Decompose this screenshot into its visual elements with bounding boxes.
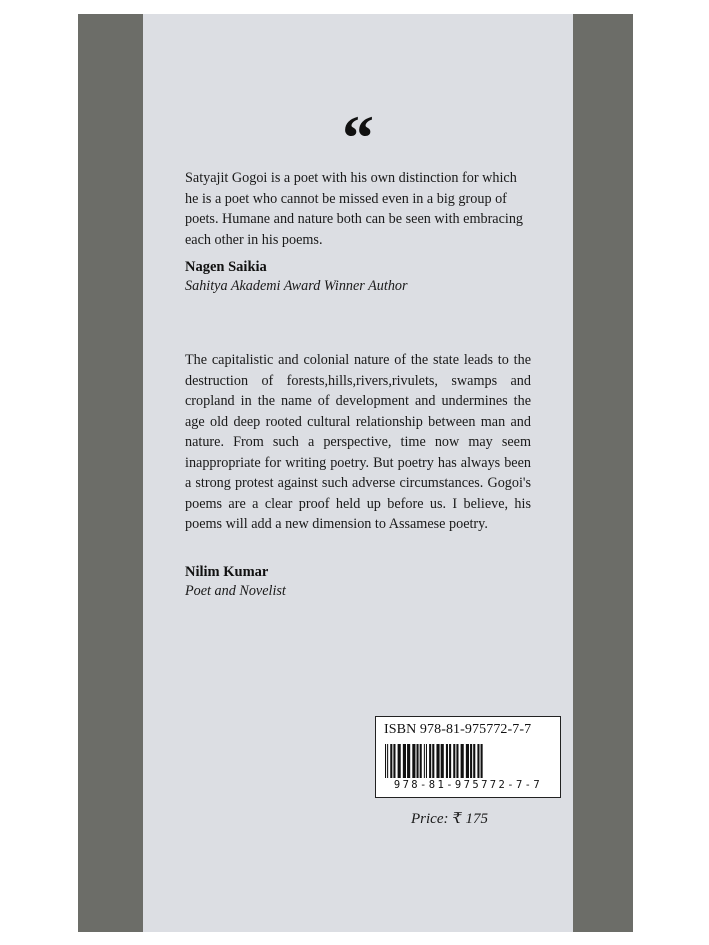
barcode-bar [407, 744, 410, 778]
barcode-bar [385, 744, 386, 778]
barcode-bar [436, 744, 439, 778]
price: Price: ₹ 175 [411, 811, 489, 827]
testimonial-author: Nagen Saikia [185, 259, 267, 275]
barcode-bar [449, 744, 451, 778]
barcode-bar [466, 744, 469, 778]
barcode-bar [393, 744, 395, 778]
barcode [384, 744, 552, 778]
barcode-bar [477, 744, 479, 778]
testimonial-text: Satyajit Gogoi is a poet with his own distinction for which he is a poet who cannot be missed even in a big group of poets. Humane and nature both can be seen with embracing each other in his poems. [185, 170, 524, 248]
isbn-barcode-box [375, 716, 561, 798]
barcode-bar [398, 744, 401, 778]
cover-panel [143, 14, 573, 932]
barcode-bar [403, 744, 406, 778]
isbn-label: ISBN 978-81-975772-7-7 [384, 722, 532, 737]
barcode-bar [387, 744, 388, 778]
barcode-bar [461, 744, 464, 778]
barcode-bar [432, 744, 434, 778]
testimonial-role: Sahitya Akademi Award Winner Author [185, 278, 408, 294]
testimonial-text: The capitalistic and colonial nature of the state leads to the destruction of forests,hills,rivers,rivulets, swamps and cropland in the name of development and undermines the age old deep rooted cultural relationship between man and nature. From such a perspective, time now may seem inappropriate for writing poetry. But poetry has always been a strong protest against such adverse circumstances. Gogoi's poems are a clear proof held up before us. I believe, his poems will add a new dimension to Assamese poetry. [185, 352, 531, 532]
barcode-bar [420, 744, 422, 778]
barcode-bar [417, 744, 419, 778]
barcode-bar [453, 744, 455, 778]
barcode-bar [473, 744, 475, 778]
testimonial-role: Poet and Novelist [185, 583, 286, 599]
barcode-bar [429, 744, 431, 778]
barcode-bar [446, 744, 448, 778]
barcode-bar [426, 744, 427, 778]
barcode-bar [441, 744, 444, 778]
barcode-bar [390, 744, 392, 778]
barcode-bar [470, 744, 472, 778]
barcode-digits: 978-81-975772-7-7 [393, 779, 543, 791]
testimonial-author: Nilim Kumar [185, 564, 269, 580]
quote-mark-icon: “ [342, 102, 374, 173]
barcode-bar [481, 744, 483, 778]
barcode-bar [412, 744, 415, 778]
barcode-bar [456, 744, 458, 778]
barcode-bar [424, 744, 425, 778]
